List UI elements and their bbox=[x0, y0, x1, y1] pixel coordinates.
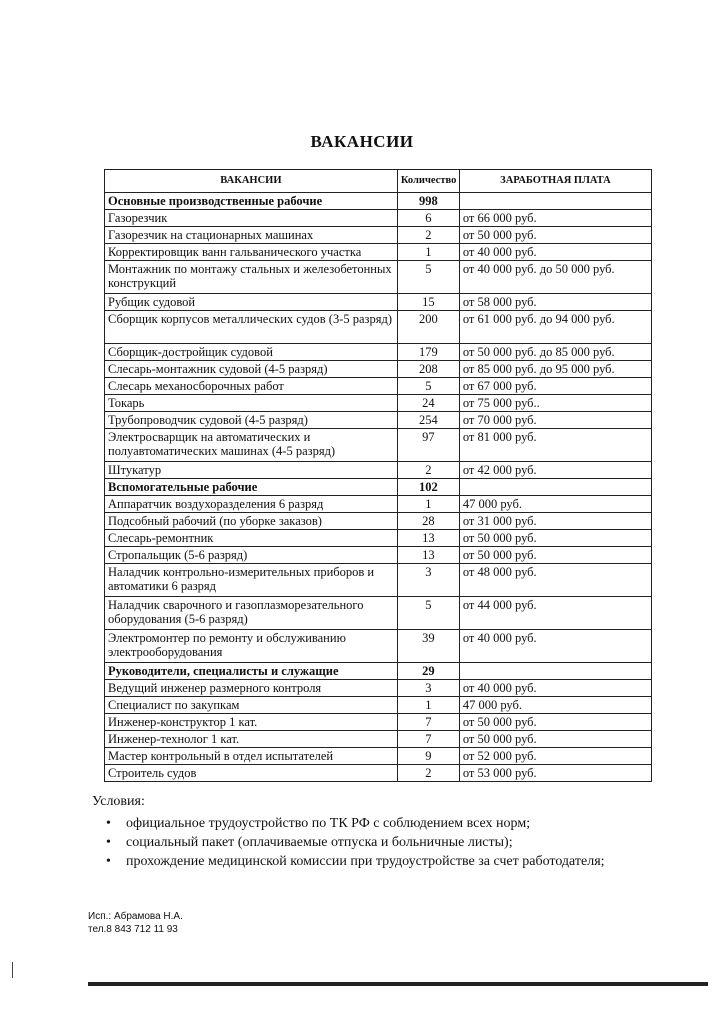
category-row bbox=[105, 663, 652, 680]
salary-cell: от 67 000 руб. bbox=[459, 378, 651, 395]
salary-cell bbox=[459, 193, 651, 210]
table-body bbox=[105, 193, 652, 782]
count-cell: 7 bbox=[397, 714, 459, 731]
count-cell: 6 bbox=[397, 210, 459, 227]
count-cell: 5 bbox=[397, 378, 459, 395]
count-cell: 28 bbox=[397, 513, 459, 530]
salary-cell: от 44 000 руб. bbox=[459, 597, 651, 630]
count-cell: 3 bbox=[397, 680, 459, 697]
vacancy-cell: Основные производственные рабочие bbox=[105, 193, 398, 210]
salary-cell: от 85 000 руб. до 95 000 руб. bbox=[459, 361, 651, 378]
footer-contacts bbox=[88, 910, 183, 936]
scan-edge-mark bbox=[12, 962, 13, 978]
table-row bbox=[105, 714, 652, 731]
vacancy-cell: Монтажник по монтажу стальных и железобетонных конструкций bbox=[105, 261, 398, 294]
bullet-icon: • bbox=[106, 835, 111, 850]
count-cell: 29 bbox=[397, 663, 459, 680]
table-row bbox=[105, 244, 652, 261]
vacancy-cell: Стропальщик (5-6 разряд) bbox=[105, 547, 398, 564]
vacancy-cell: Электромонтер по ремонту и обслуживанию электрооборудования bbox=[105, 630, 398, 663]
vacancy-cell: Подсобный рабочий (по уборке заказов) bbox=[105, 513, 398, 530]
table-header-row bbox=[105, 170, 652, 193]
vacancy-cell: Сборщик-достройщик судовой bbox=[105, 344, 398, 361]
vacancy-cell: Слесарь-ремонтник bbox=[105, 530, 398, 547]
table-row bbox=[105, 462, 652, 479]
table-row bbox=[105, 294, 652, 311]
salary-cell: от 50 000 руб. bbox=[459, 731, 651, 748]
salary-cell bbox=[459, 479, 651, 496]
salary-cell: от 50 000 руб. bbox=[459, 714, 651, 731]
salary-cell: от 66 000 руб. bbox=[459, 210, 651, 227]
salary-cell: от 81 000 руб. bbox=[459, 429, 651, 462]
count-cell: 5 bbox=[397, 261, 459, 294]
table-row bbox=[105, 765, 652, 782]
salary-cell: от 40 000 руб. bbox=[459, 680, 651, 697]
vacancy-cell: Мастер контрольный в отдел испытателей bbox=[105, 748, 398, 765]
vacancy-cell: Аппаратчик воздухоразделения 6 разряд bbox=[105, 496, 398, 513]
bullet-icon: • bbox=[106, 854, 111, 869]
category-row bbox=[105, 479, 652, 496]
count-cell: 1 bbox=[397, 496, 459, 513]
count-cell: 39 bbox=[397, 630, 459, 663]
condition-text: официальное трудоустройство по ТК РФ с соблюдением всех норм; bbox=[126, 816, 531, 831]
table-row bbox=[105, 412, 652, 429]
count-cell: 5 bbox=[397, 597, 459, 630]
conditions-section bbox=[92, 793, 652, 872]
salary-cell: от 48 000 руб. bbox=[459, 564, 651, 597]
vacancy-cell: Руководители, специалисты и служащие bbox=[105, 663, 398, 680]
category-row bbox=[105, 193, 652, 210]
vacancy-cell: Специалист по закупкам bbox=[105, 697, 398, 714]
count-cell: 998 bbox=[397, 193, 459, 210]
table-row bbox=[105, 680, 652, 697]
vacancy-cell: Ведущий инженер размерного контроля bbox=[105, 680, 398, 697]
count-cell: 7 bbox=[397, 731, 459, 748]
vacancy-cell: Строитель судов bbox=[105, 765, 398, 782]
count-cell: 97 bbox=[397, 429, 459, 462]
vacancy-cell: Газорезчик на стационарных машинах bbox=[105, 227, 398, 244]
count-cell: 15 bbox=[397, 294, 459, 311]
condition-text: социальный пакет (оплачиваемые отпуска и больничные листы); bbox=[126, 835, 513, 850]
salary-cell: 47 000 руб. bbox=[459, 496, 651, 513]
vacancy-cell: Вспомогательные рабочие bbox=[105, 479, 398, 496]
count-cell: 2 bbox=[397, 462, 459, 479]
table-row bbox=[105, 395, 652, 412]
table-row bbox=[105, 630, 652, 663]
vacancies-table bbox=[104, 169, 652, 782]
vacancy-cell: Сборщик корпусов металлических судов (3-5 разряд) bbox=[105, 311, 398, 344]
executor-name: Исп.: Абрамова Н.А. bbox=[88, 911, 183, 922]
header-vacancy: ВАКАНСИИ bbox=[105, 170, 398, 193]
vacancy-cell: Штукатур bbox=[105, 462, 398, 479]
scan-edge-line bbox=[88, 982, 708, 986]
table-row bbox=[105, 547, 652, 564]
table-row bbox=[105, 530, 652, 547]
salary-cell: от 70 000 руб. bbox=[459, 412, 651, 429]
count-cell: 13 bbox=[397, 530, 459, 547]
vacancy-cell: Рубщик судовой bbox=[105, 294, 398, 311]
bullet-icon: • bbox=[106, 816, 111, 831]
vacancy-cell: Инженер-конструктор 1 кат. bbox=[105, 714, 398, 731]
salary-cell: от 75 000 руб.. bbox=[459, 395, 651, 412]
salary-cell: от 40 000 руб. bbox=[459, 244, 651, 261]
table-row bbox=[105, 731, 652, 748]
salary-cell: от 31 000 руб. bbox=[459, 513, 651, 530]
salary-cell: от 52 000 руб. bbox=[459, 748, 651, 765]
header-count: Количество bbox=[397, 170, 459, 193]
count-cell: 9 bbox=[397, 748, 459, 765]
table-row bbox=[105, 496, 652, 513]
vacancy-cell: Электросварщик на автоматических и полуавтоматических машинах (4-5 разряд) bbox=[105, 429, 398, 462]
page-title: ВАКАНСИИ bbox=[310, 132, 414, 151]
table-row bbox=[105, 361, 652, 378]
salary-cell: от 50 000 руб. bbox=[459, 227, 651, 244]
table-row bbox=[105, 513, 652, 530]
salary-cell: от 42 000 руб. bbox=[459, 462, 651, 479]
table-row bbox=[105, 344, 652, 361]
vacancy-cell: Слесарь механосборочных работ bbox=[105, 378, 398, 395]
count-cell: 1 bbox=[397, 697, 459, 714]
table-row bbox=[105, 227, 652, 244]
salary-cell: от 40 000 руб. до 50 000 руб. bbox=[459, 261, 651, 294]
table-row bbox=[105, 378, 652, 395]
salary-cell: от 50 000 руб. bbox=[459, 530, 651, 547]
salary-cell: от 40 000 руб. bbox=[459, 630, 651, 663]
vacancy-cell: Токарь bbox=[105, 395, 398, 412]
count-cell: 24 bbox=[397, 395, 459, 412]
salary-cell: от 61 000 руб. до 94 000 руб. bbox=[459, 311, 651, 344]
count-cell: 254 bbox=[397, 412, 459, 429]
condition-item bbox=[106, 815, 652, 832]
count-cell: 179 bbox=[397, 344, 459, 361]
conditions-title: Условия: bbox=[92, 794, 145, 809]
count-cell: 2 bbox=[397, 227, 459, 244]
vacancy-cell: Слесарь-монтажник судовой (4-5 разряд) bbox=[105, 361, 398, 378]
vacancy-cell: Наладчик сварочного и газоплазморезательного оборудования (5-6 разряд) bbox=[105, 597, 398, 630]
table-row bbox=[105, 564, 652, 597]
salary-cell bbox=[459, 663, 651, 680]
vacancy-cell: Наладчик контрольно-измерительных приборов и автоматики 6 разряд bbox=[105, 564, 398, 597]
count-cell: 13 bbox=[397, 547, 459, 564]
conditions-list bbox=[92, 815, 652, 870]
vacancy-cell: Газорезчик bbox=[105, 210, 398, 227]
salary-cell: от 58 000 руб. bbox=[459, 294, 651, 311]
vacancy-cell: Корректировщик ванн гальванического участка bbox=[105, 244, 398, 261]
condition-text: прохождение медицинской комиссии при трудоустройстве за счет работодателя; bbox=[126, 854, 605, 869]
salary-cell: 47 000 руб. bbox=[459, 697, 651, 714]
table-row bbox=[105, 311, 652, 344]
salary-cell: от 53 000 руб. bbox=[459, 765, 651, 782]
count-cell: 3 bbox=[397, 564, 459, 597]
executor-phone: тел.8 843 712 11 93 bbox=[88, 924, 178, 935]
count-cell: 208 bbox=[397, 361, 459, 378]
table-row bbox=[105, 748, 652, 765]
salary-cell: от 50 000 руб. до 85 000 руб. bbox=[459, 344, 651, 361]
header-salary: ЗАРАБОТНАЯ ПЛАТА bbox=[459, 170, 651, 193]
table-row bbox=[105, 210, 652, 227]
table-row bbox=[105, 697, 652, 714]
table-row bbox=[105, 429, 652, 462]
count-cell: 2 bbox=[397, 765, 459, 782]
condition-item bbox=[106, 834, 652, 851]
count-cell: 1 bbox=[397, 244, 459, 261]
salary-cell: от 50 000 руб. bbox=[459, 547, 651, 564]
vacancy-cell: Инженер-технолог 1 кат. bbox=[105, 731, 398, 748]
table-row bbox=[105, 261, 652, 294]
count-cell: 200 bbox=[397, 311, 459, 344]
count-cell: 102 bbox=[397, 479, 459, 496]
table-row bbox=[105, 597, 652, 630]
vacancy-cell: Трубопроводчик судовой (4-5 разряд) bbox=[105, 412, 398, 429]
condition-item bbox=[106, 853, 652, 870]
